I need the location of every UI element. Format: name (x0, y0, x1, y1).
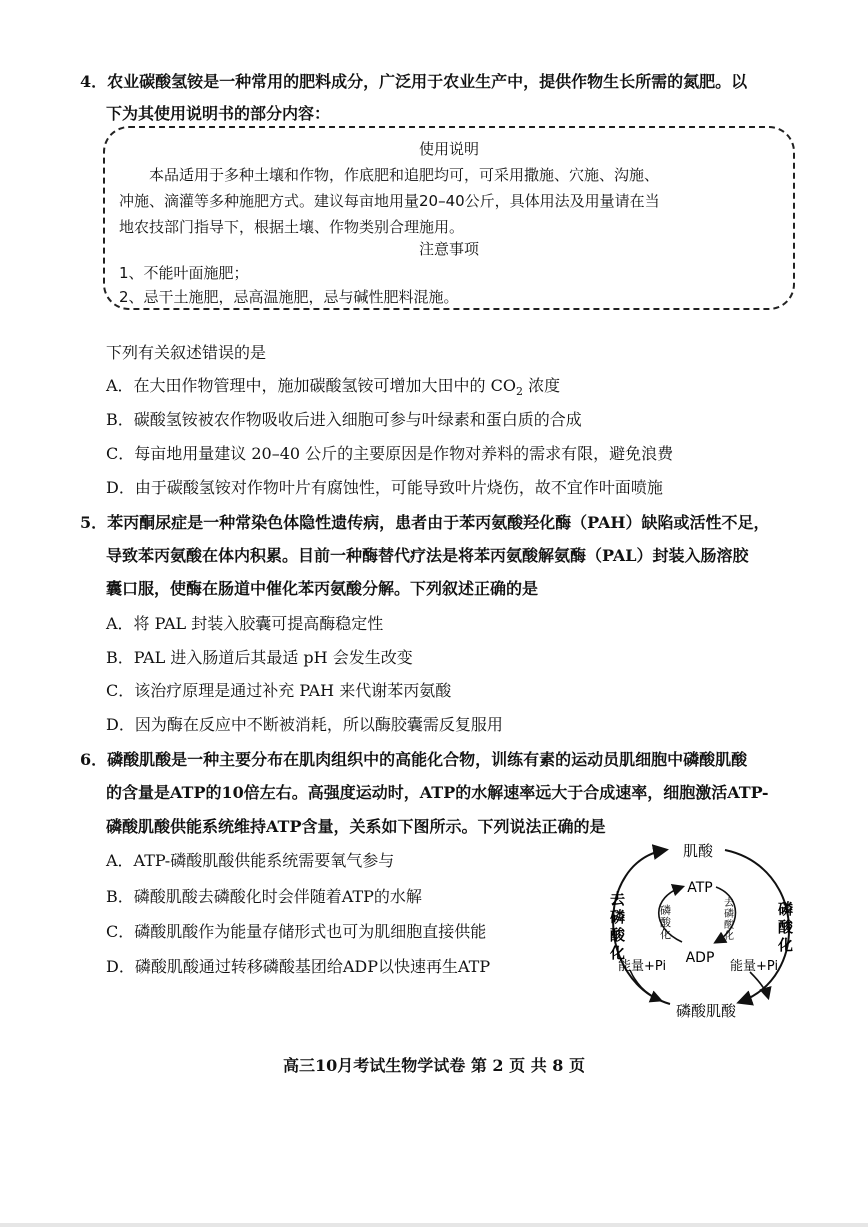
instruction-box (103, 126, 795, 310)
instruction-body-line2: 冲施、滴灌等多种施肥方式。建议每亩地用量20–40公斤，具体用法及用量请在当 (119, 192, 660, 210)
instruction-body-line1: 本品适用于多种土壤和作物，作底肥和追肥均可，可采用撒施、穴施、沟施、 (149, 166, 660, 184)
q6-option-c: C．磷酸肌酸作为能量存储形式也可为肌细胞直接供能 (106, 922, 487, 941)
q6-stem-line1: 6．磷酸肌酸是一种主要分布在肌肉组织中的高能化合物，训练有素的运动员肌细胞中磷酸肌酸 (80, 750, 748, 769)
inner-left-label (660, 903, 672, 941)
svg-text:化: 化 (660, 928, 671, 941)
label-phosphocreatine: 磷酸肌酸 (675, 1002, 737, 1020)
svg-text:化: 化 (778, 936, 794, 954)
notes-title: 注意事项 (418, 240, 479, 258)
note-1: 1、不能叶面施肥； (119, 264, 249, 282)
q6-option-a: A．ATP-磷酸肌酸供能系统需要氧气参与 (106, 851, 395, 870)
page-footer: 高三10月考试生物学试卷 第 2 页 共 8 页 (283, 1056, 585, 1075)
q5-option-c: C．该治疗原理是通过补充 PAH 来代谢苯丙氨酸 (106, 681, 452, 700)
q6-option-b: B．磷酸肌酸去磷酸化时会伴随着ATP的水解 (106, 887, 422, 906)
q5-option-b: B．PAL 进入肠道后其最适 pH 会发生改变 (106, 648, 413, 667)
svg-text:磷: 磷 (660, 904, 671, 917)
q4-option-a-suffix: 浓度 (523, 376, 561, 395)
q6-stem-line3: 磷酸肌酸供能系统维持ATP含量，关系如下图所示。下列说法正确的是 (106, 817, 606, 836)
energy-arrow-left (630, 970, 660, 1000)
svg-text:磷: 磷 (778, 900, 794, 918)
note-2: 2、忌干土施肥，忌高温施肥，忌与碱性肥料混施。 (119, 288, 459, 306)
label-atp: ATP (687, 880, 713, 896)
svg-text:磷: 磷 (610, 908, 626, 926)
instruction-title: 使用说明 (418, 140, 479, 158)
q4-option-b: B．碳酸氢铵被农作物吸收后进入细胞可参与叶绿素和蛋白质的合成 (106, 410, 582, 429)
svg-text:磷: 磷 (724, 909, 734, 920)
q5-option-a: A．将 PAL 封装入胶囊可提高酶稳定性 (106, 614, 384, 633)
svg-text:去: 去 (724, 898, 734, 909)
svg-text:去: 去 (610, 890, 626, 908)
label-energy-right: 能量+Pi (730, 959, 779, 974)
atp-phosphocreatine-diagram (590, 832, 820, 1022)
q5-stem-line1: 5．苯丙酮尿症是一种常染色体隐性遗传病，患者由于苯丙氨酸羟化酶（PAH）缺陷或活性不足， (80, 513, 770, 532)
q6-option-d: D．磷酸肌酸通过转移磷酸基团给ADP以快速再生ATP (106, 957, 491, 976)
bottom-rule (0, 1223, 868, 1227)
outer-left-label (609, 890, 626, 962)
label-adp: ADP (685, 950, 715, 966)
svg-text:酸: 酸 (724, 920, 734, 931)
q4-option-d: D．由于碳酸氢铵对作物叶片有腐蚀性，可能导致叶片烧伤，故不宜作叶面喷施 (106, 478, 663, 497)
q4-stem-line1: 4．农业碳酸氢铵是一种常用的肥料成分，广泛用于农业生产中，提供作物生长所需的氮肥。以 (80, 72, 748, 91)
q4-option-a-subscript: 2 (516, 385, 524, 399)
instruction-body-line3: 地农技部门指导下，根据土壤、作物类别合理施用。 (119, 218, 465, 236)
svg-text:酸: 酸 (778, 918, 794, 936)
q4-option-a (106, 375, 560, 403)
inner-right-label (724, 896, 735, 942)
svg-text:酸: 酸 (660, 916, 671, 929)
outer-right-label (777, 900, 794, 954)
svg-text:化: 化 (724, 931, 734, 942)
q4-prompt: 下列有关叙述错误的是 (106, 343, 267, 362)
q6-stem-line2: 的含量是ATP的10倍左右。高强度运动时，ATP的水解速率远大于合成速率，细胞激活ATP- (106, 783, 769, 802)
svg-text:化: 化 (610, 944, 626, 962)
q4-stem-line2: 下为其使用说明书的部分内容： (106, 104, 331, 123)
label-energy-left: 能量+Pi (618, 959, 667, 974)
q4-option-a-text: A．在大田作物管理中，施加碳酸氢铵可增加大田中的 CO (106, 376, 517, 395)
svg-text:酸: 酸 (610, 926, 626, 944)
q5-stem-line2: 导致苯丙氨酸在体内积累。目前一种酶替代疗法是将苯丙氨酸解氨酶（PAL）封装入肠溶胶 (106, 546, 749, 565)
q5-option-d: D．因为酶在反应中不断被消耗，所以酶胶囊需反复服用 (106, 715, 503, 734)
q5-stem-line3: 囊口服，使酶在肠道中催化苯丙氨酸分解。下列叙述正确的是 (106, 579, 539, 598)
q4-option-c: C．每亩地用量建议 20–40 公斤的主要原因是作物对养料的需求有限，避免浪费 (106, 444, 674, 463)
label-creatine: 肌酸 (682, 842, 714, 860)
